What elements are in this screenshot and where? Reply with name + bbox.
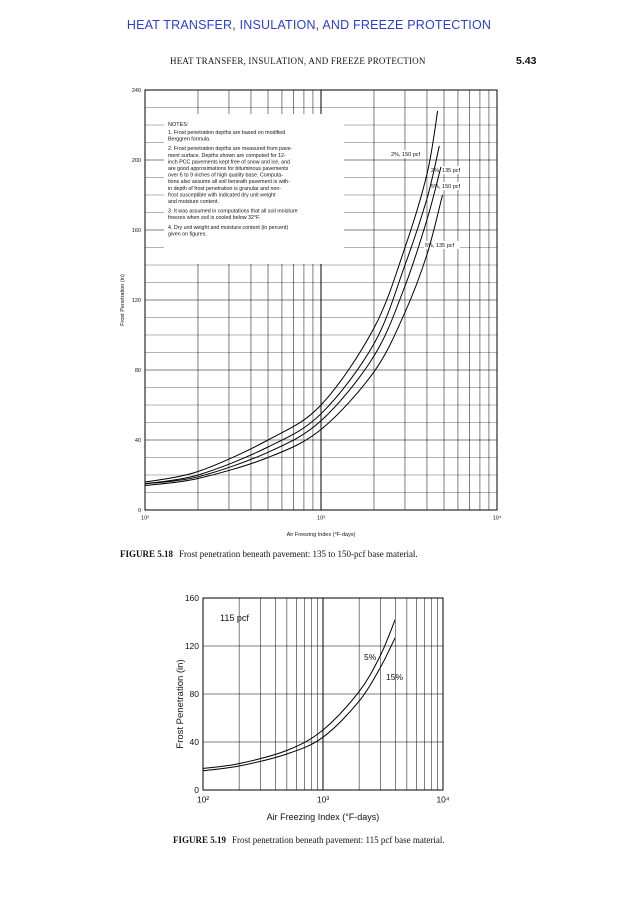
chart2-series <box>203 620 403 771</box>
figure-5-18-label: FIGURE 5.18 <box>120 549 174 559</box>
chart1-y-tick-label: 120 <box>131 297 141 304</box>
chart1-y-tick-label: 160 <box>131 227 141 234</box>
chart1-series-2-label: 2%, 135 pcf <box>431 168 461 174</box>
chart2-gridlines <box>203 598 443 790</box>
chart2-x-axis-title: Air Freezing Index (°F-days) <box>266 812 380 822</box>
chart2-y-axis-title: Frost Penetration (in) <box>175 659 186 749</box>
chart1-series-4-label: 5%, 135 pcf <box>425 243 455 249</box>
chart2-y-tick-label: 40 <box>189 736 199 747</box>
chart1-series-1-label: 2%, 150 pcf <box>391 152 421 158</box>
chart1-note-2-line: in depth of frost penetration is granular and non- <box>168 185 282 192</box>
chart1-note-3-line: freezes when soil is cooled below 32°F. <box>168 215 261 222</box>
chart2-series-1-label: 5% <box>364 652 377 662</box>
chart2-x-tick-label: 10⁴ <box>436 794 450 805</box>
chart1-x-axis-title: Air Freezing Index (°F-days) <box>286 532 356 538</box>
chart1-y-tick-label: 80 <box>134 367 141 374</box>
chart1-note-2-line: frost susceptible with indicated dry unit weight <box>168 192 276 199</box>
banner-title: HEAT TRANSFER, INSULATION, AND FREEZE PROTECTION <box>126 18 492 32</box>
chart1-x-tick-label: 10⁴ <box>492 515 502 522</box>
chart2-y-tick-label: 0 <box>194 784 199 795</box>
chart1-note-4-line: 4. Dry unit weight and moisture content (in percent) <box>168 224 289 231</box>
chart2-x-tick-label: 10² <box>196 794 210 805</box>
chart2-y-tick-label: 160 <box>184 592 199 603</box>
figure-5-19-label: FIGURE 5.19 <box>173 835 227 845</box>
chart1-y-tick-label: 40 <box>134 437 141 444</box>
chart1-note-2-line: ment surface. Depths shown are computed for 12- <box>168 152 286 159</box>
chart1-y-axis-title: Frost Penetration (in) <box>120 274 126 326</box>
chart1-series-3-label: 5%, 150 pcf <box>431 184 461 190</box>
chart2-y-tick-label: 120 <box>184 640 199 651</box>
page-number: 5.43 <box>516 55 537 67</box>
chart1-note-4-line: given on figures. <box>168 231 207 238</box>
figure-5-18-caption-text: Frost penetration beneath pavement: 135 to 150-pcf base material. <box>179 549 418 559</box>
figure-5-19-caption <box>173 834 463 846</box>
chart1-x-tick-label: 10³ <box>317 515 325 522</box>
chart1-note-1-line: 1. Frost penetration depths are based on modified <box>168 130 286 136</box>
chart2-y-tick-label: 80 <box>189 688 199 699</box>
chart1-note-2-line: 2. Frost penetration depths are measured from pave- <box>168 146 293 153</box>
chart1-notes-title: NOTES: <box>168 122 189 128</box>
chart1-y-tick-label: 200 <box>131 157 141 164</box>
chart1-note-2-line: tions also assume all soil beneath pavement is with- <box>168 179 290 186</box>
chart1-note-2-line: are good approximations for bituminous pavements <box>168 166 289 172</box>
chart2-series-2-label: 15% <box>386 672 404 682</box>
chart2-inset-label: 115 pcf <box>220 613 249 623</box>
chart1-note-2-line: and moisture content. <box>168 199 219 205</box>
chart1-y-tick-label: 0 <box>137 507 141 514</box>
running-head: HEAT TRANSFER, INSULATION, AND FREEZE PROTECTION <box>170 56 426 66</box>
chart2-x-tick-label: 10³ <box>316 794 330 805</box>
chart1-note-2-line: inch PCC pavements kept free of snow and ice, and <box>168 159 290 166</box>
chart1-note-2-line: over 6 to 9 inches of high quality base. Computa- <box>168 172 284 179</box>
chart1-y-tick-label: 240 <box>131 87 141 94</box>
chart1-note-1-line: Berggren formula. <box>168 136 211 143</box>
chart1-note-3-line: 3. It was assumed in computations that all soil moisture <box>168 208 298 215</box>
chart1-x-tick-label: 10² <box>141 515 149 522</box>
figure-5-19-caption-text: Frost penetration beneath pavement: 115 pcf base material. <box>232 835 445 845</box>
